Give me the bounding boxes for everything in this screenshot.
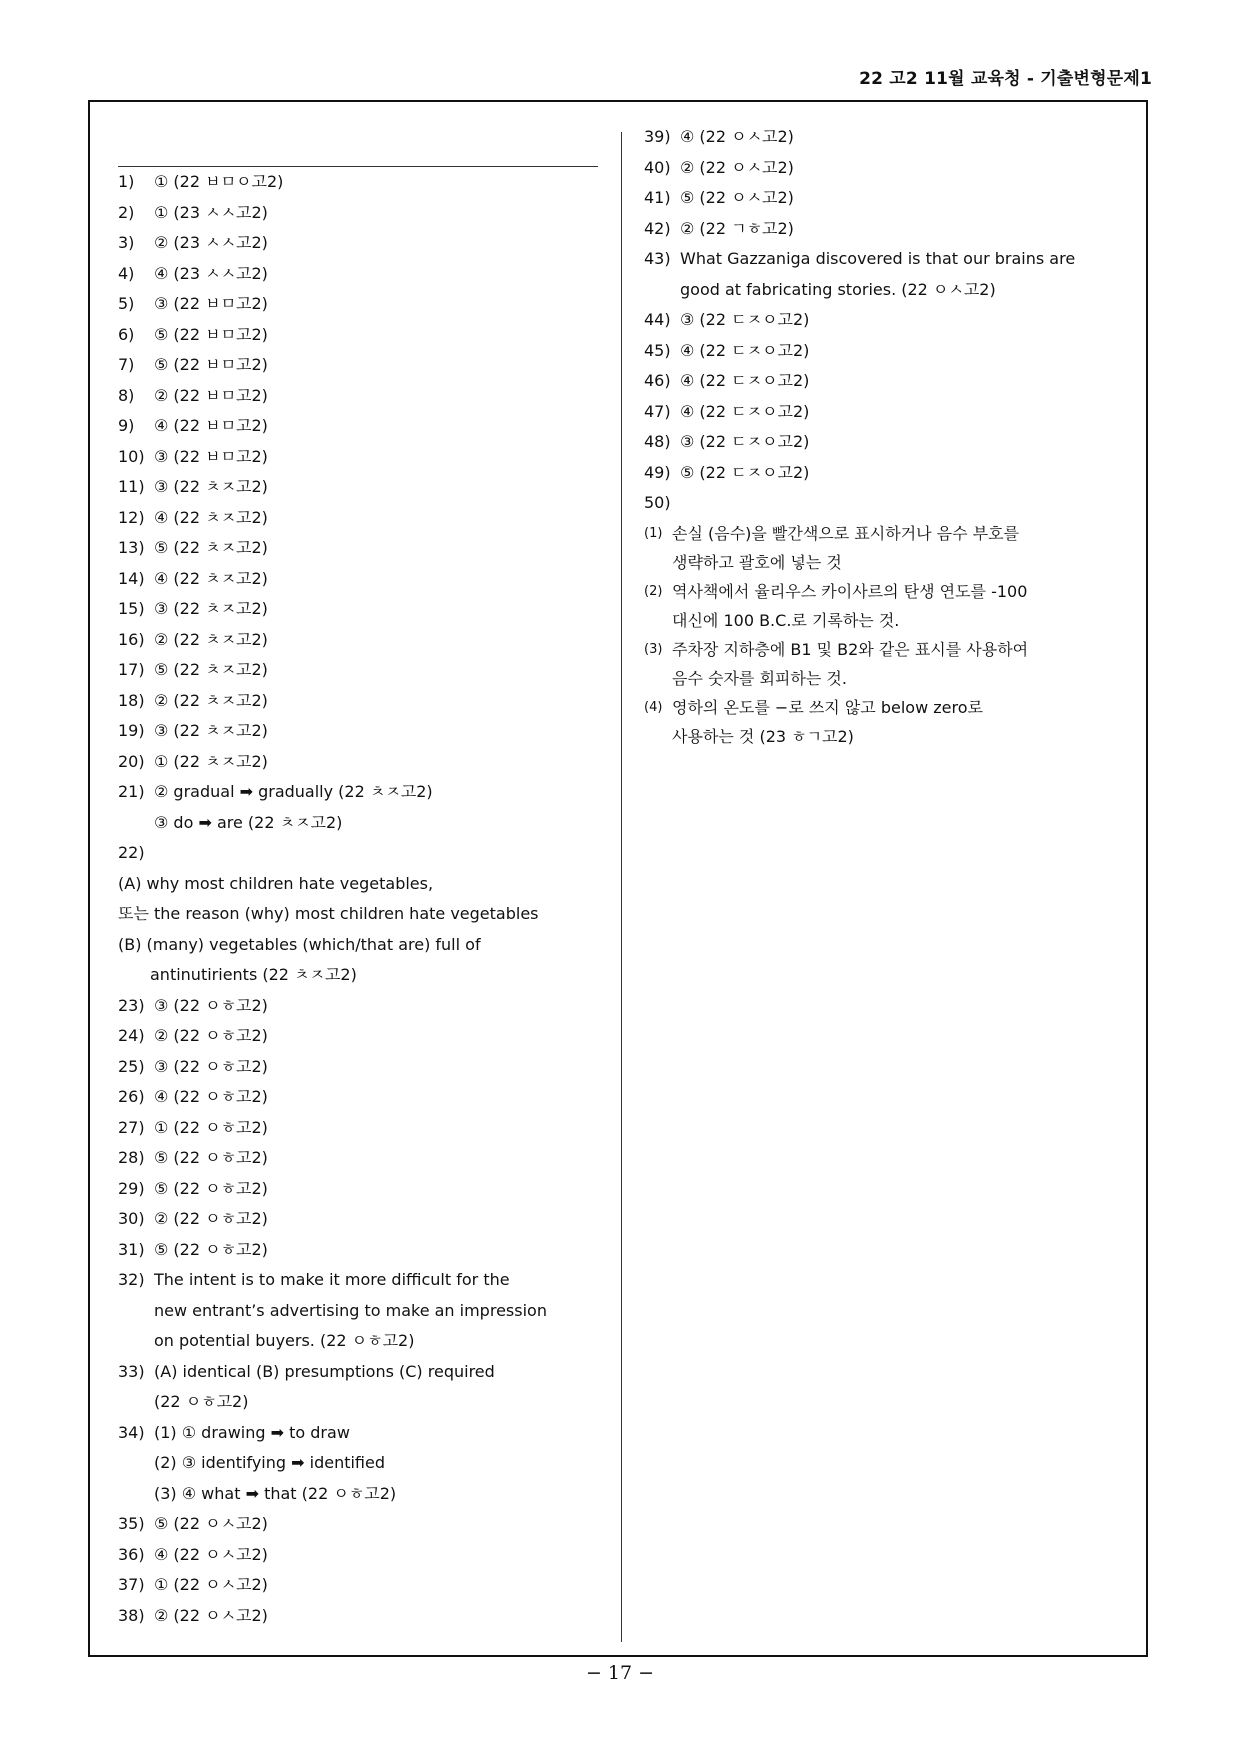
answer-item [118,1082,598,1113]
answer-number: 30) [118,1209,145,1228]
answer-item-50 [644,488,1114,751]
answer-item [118,716,598,747]
answer-number: 13) [118,538,145,557]
sub-answer [644,635,1114,693]
answer-line: good at fabricating stories. (22 ㅇㅅ고2) [680,279,996,299]
sub-answer [644,577,1114,635]
answer-item-43 [644,244,1114,305]
answer-text: ④ (23 ㅅㅅ고2) [154,263,268,283]
answer-text: ② (22 ㅇㅅ고2) [154,1605,268,1625]
answer-text: ③ (22 ㅊㅈ고2) [154,477,268,496]
answer-number: 25) [118,1056,145,1076]
answer-number: 41) [644,188,671,207]
answer-text: ② (22 ㅂㅁ고2) [154,385,268,405]
answer-number: 49) [644,462,671,482]
answer-number: 21) [118,782,145,801]
answer-item [118,1143,598,1174]
answer-item [118,1052,598,1083]
column-divider [621,132,622,1642]
answer-item [118,1509,598,1540]
answer-line: antinutirients (22 ㅊㅈ고2) [150,965,357,984]
sub-answer [644,693,1114,751]
answer-line: ② gradual ➡ gradually (22 ㅊㅈ고2) [154,782,433,801]
answer-line: 생략하고 괄호에 넣는 것 [672,552,842,572]
answer-line: (3) ④ what ➡ that (22 ㅇㅎ고2) [154,1483,397,1503]
answer-text: ⑤ (22 ㅂㅁ고2) [154,324,268,344]
answer-item [118,747,598,778]
answer-number: 46) [644,371,671,390]
answer-number: 40) [644,157,671,177]
answer-text: ⑤ (22 ㅊㅈ고2) [154,538,268,557]
answer-text: ① (23 ㅅㅅ고2) [154,202,268,222]
answer-item [118,564,598,595]
answer-item [118,503,598,534]
answer-item [118,686,598,717]
answer-number: 50) [644,493,671,512]
answer-number: 35) [118,1514,145,1533]
answer-number: 26) [118,1087,145,1106]
answer-item [118,198,598,229]
answer-number: 33) [118,1361,145,1381]
answer-text: ④ (22 ㅊㅈ고2) [154,507,268,527]
answer-item [118,594,598,625]
answer-item [118,625,598,656]
sub-answer-marker: (2) [644,583,663,599]
sub-answer-marker: (1) [644,525,663,541]
answer-text: ④ (22 ㄷㅈㅇ고2) [680,340,810,360]
answer-item [644,153,1114,184]
answer-item [118,1235,598,1266]
answer-line: 손실 (음수)을 빨간색으로 표시하거나 음수 부호를 [672,523,1020,543]
answer-number: 28) [118,1148,145,1167]
answer-number: 27) [118,1117,145,1137]
answer-number: 43) [644,249,671,268]
answer-text: ② (22 ㅊㅈ고2) [154,629,268,649]
answer-number: 38) [118,1605,145,1625]
answer-number: 3) [118,233,135,252]
answer-text: ③ (22 ㅇㅎ고2) [154,1056,268,1076]
answer-number: 16) [118,629,145,649]
answer-text: ⑤ (22 ㅇㅎ고2) [154,1148,268,1167]
answer-text: ③ (22 ㄷㅈㅇ고2) [680,432,810,451]
answer-item [644,214,1114,245]
answer-number: 19) [118,721,145,740]
answer-item-34 [118,1418,598,1510]
answer-text: ① (22 ㅇㅅ고2) [154,1575,268,1594]
answer-number: 10) [118,446,145,466]
answer-number: 42) [644,218,671,238]
answer-item [118,1601,598,1632]
sub-answer-marker: (4) [644,699,663,715]
answer-number: 9) [118,416,135,435]
answer-item [118,533,598,564]
answer-text: ⑤ (22 ㅇㅎ고2) [154,1178,268,1198]
answer-text: ③ (22 ㅂㅁ고2) [154,446,268,466]
answer-line: The intent is to make it more difficult for the [154,1270,510,1289]
answer-number: 20) [118,751,145,771]
answer-number: 31) [118,1239,145,1259]
answer-line: 음수 숫자를 회피하는 것. [672,668,847,688]
answer-number: 34) [118,1422,145,1442]
answer-number: 12) [118,507,145,527]
answer-item [118,167,598,198]
answer-item [118,442,598,473]
answer-text: ② (23 ㅅㅅ고2) [154,233,268,252]
answer-number: 8) [118,385,135,405]
answer-text: ④ (22 ㅇㅅ고2) [154,1544,268,1564]
answer-number: 14) [118,568,145,588]
answer-text: ① (22 ㅊㅈ고2) [154,751,268,771]
answer-text: ② (22 ㅇㅎ고2) [154,1026,268,1045]
answer-item [644,183,1114,214]
answer-text: ⑤ (22 ㅊㅈ고2) [154,660,268,679]
answer-item [644,458,1114,489]
answer-text: ② (22 ㄱㅎ고2) [680,218,794,238]
answer-number: 36) [118,1544,145,1564]
answer-item [644,122,1114,153]
answer-line: 주차장 지하층에 B1 및 B2와 같은 표시를 사용하여 [672,639,1029,659]
answer-text: ④ (22 ㅊㅈ고2) [154,568,268,588]
answer-number: 39) [644,127,671,146]
answer-line: 또는 the reason (why) most children hate vegetables [118,904,539,923]
answer-text: ③ (22 ㄷㅈㅇ고2) [680,310,810,329]
answer-item-32 [118,1265,598,1357]
answer-item [118,350,598,381]
answer-text: ② (22 ㅇㅅ고2) [680,157,794,177]
answer-text: ③ (22 ㅊㅈ고2) [154,599,268,618]
answer-text: ① (22 ㅂㅁㅇ고2) [154,172,284,191]
answer-item [118,289,598,320]
page-number: − 17 − [585,1662,655,1684]
answer-text: ④ (22 ㄷㅈㅇ고2) [680,371,810,390]
answer-line: ③ do ➡ are (22 ㅊㅈ고2) [154,812,343,832]
answer-number: 37) [118,1575,145,1594]
left-answer-column [118,167,598,1631]
answer-item-33 [118,1357,598,1418]
answer-line: 역사책에서 율리우스 카이사르의 탄생 연도를 -100 [672,581,1028,601]
sub-answer-marker: (3) [644,641,663,657]
answer-number: 23) [118,995,145,1015]
answer-text: ⑤ (22 ㅂㅁ고2) [154,355,268,374]
answer-item [118,1204,598,1235]
answer-number: 18) [118,690,145,710]
answer-item [118,1540,598,1571]
answer-line: What Gazzaniga discovered is that our brains are [680,249,1076,268]
answer-number: 1) [118,172,135,191]
answer-number: 5) [118,294,135,313]
answer-text: ④ (22 ㅇㅅ고2) [680,127,794,146]
answer-text: ④ (22 ㅇㅎ고2) [154,1087,268,1106]
answer-text: ④ (22 ㄷㅈㅇ고2) [680,401,810,421]
answer-line: (1) ① drawing ➡ to draw [154,1422,350,1442]
answer-number: 2) [118,202,135,222]
answer-item [644,427,1114,458]
answer-text: ⑤ (22 ㅇㅅ고2) [154,1514,268,1533]
answer-text: ③ (22 ㅇㅎ고2) [154,995,268,1015]
answer-item [118,655,598,686]
answer-line: (22 ㅇㅎ고2) [154,1392,249,1411]
answer-text: ⑤ (22 ㅇㅎ고2) [154,1239,268,1259]
answer-item [644,336,1114,367]
answer-item [118,472,598,503]
answer-text: ③ (22 ㅂㅁ고2) [154,294,268,313]
answer-item [118,411,598,442]
answer-line: (B) (many) vegetables (which/that are) full of [118,934,481,954]
answer-item [118,259,598,290]
answer-line: new entrant’s advertising to make an impression [154,1300,547,1320]
answer-line: (A) identical (B) presumptions (C) required [154,1361,495,1381]
answer-number: 47) [644,401,671,421]
answer-number: 22) [118,843,145,862]
answer-line: 영하의 온도를 −로 쓰지 않고 below zero로 [672,697,983,717]
answer-item [644,366,1114,397]
answer-item [118,381,598,412]
answer-text: ① (22 ㅇㅎ고2) [154,1117,268,1137]
right-answer-column [644,122,1114,751]
answer-line: (2) ③ identifying ➡ identified [154,1453,386,1472]
answer-item [118,228,598,259]
answer-text: ② (22 ㅇㅎ고2) [154,1209,268,1228]
answer-item [644,305,1114,336]
answer-text: ⑤ (22 ㄷㅈㅇ고2) [680,462,810,482]
sub-answer [644,519,1114,577]
answer-number: 15) [118,599,145,618]
answer-text: ③ (22 ㅊㅈ고2) [154,721,268,740]
answer-number: 11) [118,477,145,496]
answer-number: 44) [644,310,671,329]
answer-number: 17) [118,660,145,679]
answer-number: 4) [118,263,135,283]
answer-number: 6) [118,324,135,344]
answer-line: 대신에 100 B.C.로 기록하는 것. [672,610,900,630]
answer-item [118,320,598,351]
answer-number: 29) [118,1178,145,1198]
answer-item [118,1174,598,1205]
answer-item-22 [118,838,598,991]
answer-number: 32) [118,1270,145,1289]
answer-item [118,1113,598,1144]
answer-line: on potential buyers. (22 ㅇㅎ고2) [154,1331,415,1350]
answer-line: 사용하는 것 (23 ㅎㄱ고2) [672,726,854,746]
answer-item [118,1021,598,1052]
answer-frame [88,100,1148,1657]
answer-number: 24) [118,1026,145,1045]
answer-line: (A) why most children hate vegetables, [118,873,434,893]
answer-text: ② (22 ㅊㅈ고2) [154,690,268,710]
answer-item [118,1570,598,1601]
answer-item [118,991,598,1022]
answer-text: ④ (22 ㅂㅁ고2) [154,416,268,435]
answer-number: 48) [644,432,671,451]
answer-number: 45) [644,340,671,360]
answer-item [644,397,1114,428]
answer-item-21 [118,777,598,838]
page-header-title: 22 고2 11월 교육청 - 기출변형문제1 [859,69,1152,89]
answer-number: 7) [118,355,135,374]
answer-text: ⑤ (22 ㅇㅅ고2) [680,188,794,207]
